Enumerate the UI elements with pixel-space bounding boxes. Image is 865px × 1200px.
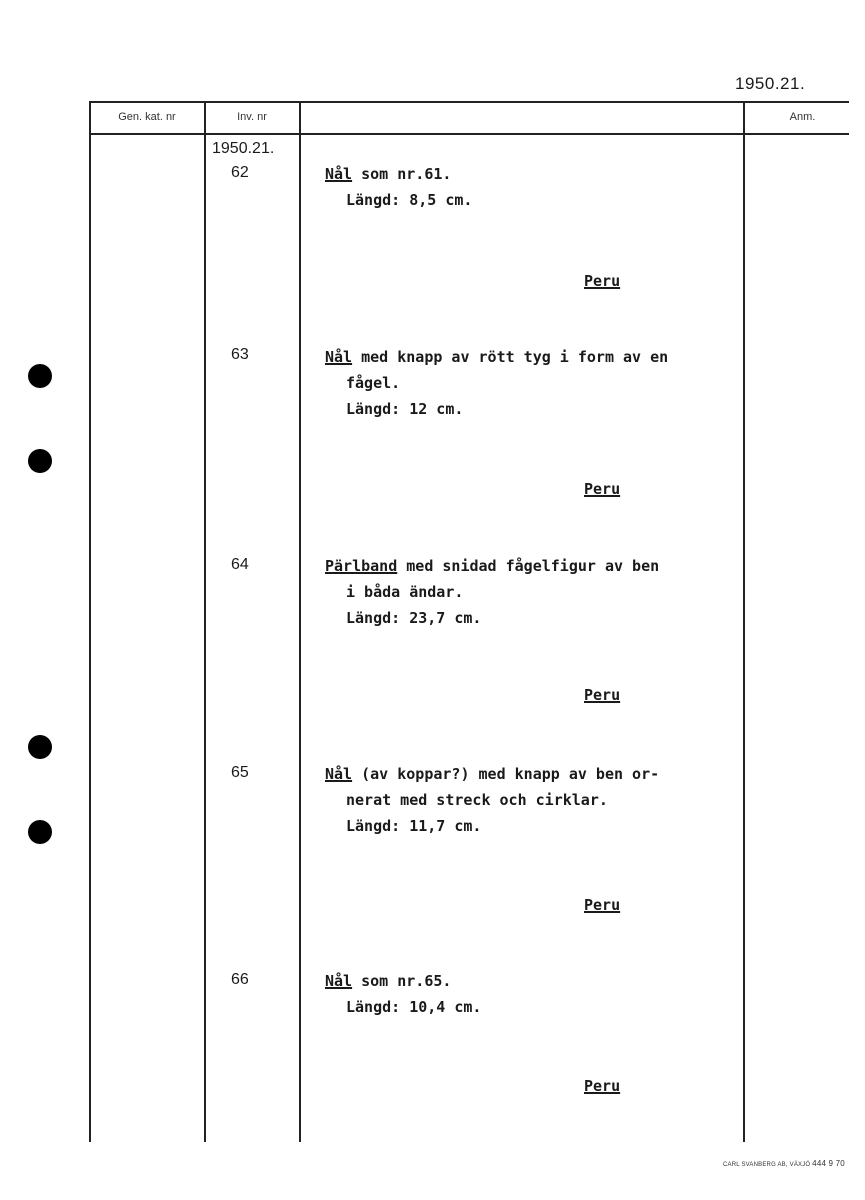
object-keyword: Nål [325,165,353,183]
inv-number: 66 [231,971,249,988]
length-line: Längd: 10,4 cm. [346,998,482,1016]
origin-label: Peru [584,272,621,290]
entry-description [325,968,451,994]
description-line: fågel. [346,374,401,392]
origin-label: Peru [584,1077,621,1095]
page-reference: 1950.21. [735,74,806,93]
description-line: med knapp av rött tyg i form av en [352,348,669,366]
inv-number: 64 [231,556,249,573]
entry-description [325,553,659,579]
punch-hole [28,735,52,759]
column-rule-inv [204,101,206,1142]
column-rule-anm [743,101,745,1142]
description-line: nerat med streck och cirklar. [346,791,608,809]
entry-description [325,161,451,187]
entry-description [325,761,659,787]
description-line: med snidad fågelfigur av ben [397,557,660,575]
printer-code: 444 9 70 [812,1159,845,1168]
header-gen-kat: Gen. kat. nr [118,111,176,123]
object-keyword: Nål [325,765,353,783]
header-anm: Anm. [789,111,816,123]
object-keyword: Nål [325,348,353,366]
punch-hole [28,820,52,844]
header-inv: Inv. nr [237,111,267,123]
object-keyword: Nål [325,972,353,990]
length-line: Längd: 23,7 cm. [346,609,482,627]
object-keyword: Pärlband [325,557,398,575]
inv-number: 63 [231,346,249,363]
column-rule-left [89,101,91,1142]
description-line: som nr.65. [352,972,452,990]
length-line: Längd: 12 cm. [346,400,464,418]
entry-description [325,344,668,370]
printer-name: CARL SVANBERG AB, VÄXJÖ [723,1162,811,1168]
punch-hole [28,364,52,388]
printer-imprint [723,1159,845,1168]
origin-label: Peru [584,686,621,704]
description-line: (av koppar?) med knapp av ben or- [352,765,660,783]
column-rule-desc [299,101,301,1142]
inv-number: 62 [231,164,249,181]
length-line: Längd: 11,7 cm. [346,817,482,835]
length-line: Längd: 8,5 cm. [346,191,473,209]
origin-label: Peru [584,480,621,498]
origin-label: Peru [584,896,621,914]
description-line: som nr.61. [352,165,452,183]
inv-number: 65 [231,764,249,781]
series-number: 1950.21. [212,140,275,157]
punch-hole [28,449,52,473]
description-line: i båda ändar. [346,583,464,601]
